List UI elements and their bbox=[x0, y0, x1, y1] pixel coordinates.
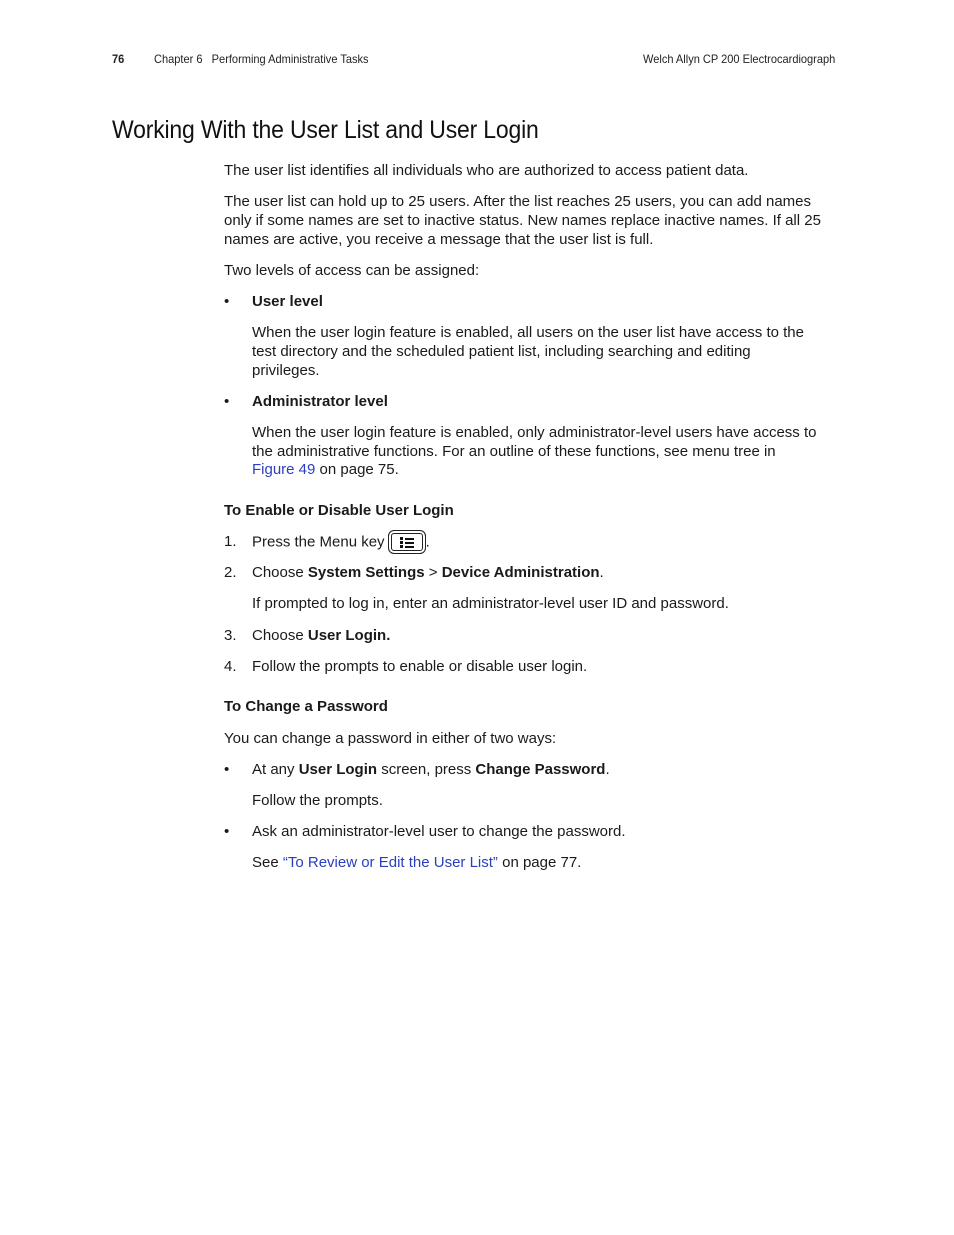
change-password-option-2: Ask an administrator-level user to change the password. bbox=[252, 823, 626, 840]
step-1-text: Press the Menu key bbox=[252, 533, 385, 551]
step-2-pre: Choose bbox=[252, 564, 308, 581]
option-1-period: . bbox=[605, 761, 610, 778]
admin-level-desc-suffix: on page 75. bbox=[315, 461, 399, 478]
admin-level-desc-line-2: the administrative functions. For an outline of these functions, see menu tree in bbox=[252, 443, 776, 460]
step-2-separator: > bbox=[424, 564, 442, 581]
step-1-period: . bbox=[425, 533, 430, 551]
change-password-term: Change Password bbox=[475, 761, 606, 778]
intro-paragraph-2-line-3: names are active, you receive a message that the user list is full. bbox=[224, 231, 654, 248]
bullet: • bbox=[224, 761, 230, 778]
admin-level-desc-line-3 bbox=[252, 460, 399, 479]
bullet: • bbox=[224, 823, 230, 840]
step-number: 4. bbox=[224, 658, 237, 675]
step-number: 3. bbox=[224, 627, 237, 644]
page-number: 76 bbox=[112, 52, 125, 66]
option-1-note: Follow the prompts. bbox=[252, 792, 383, 809]
step-3 bbox=[252, 626, 390, 645]
step-2 bbox=[252, 563, 604, 582]
option-2-note-pre: See bbox=[252, 854, 283, 871]
option-1-mid: screen, press bbox=[377, 761, 476, 778]
menu-list-key-icon bbox=[388, 530, 426, 554]
change-password-intro: You can change a password in either of two ways: bbox=[224, 730, 557, 747]
step-2-period: . bbox=[599, 564, 604, 581]
admin-level-title: Administrator level bbox=[252, 393, 388, 410]
step-3-pre: Choose bbox=[252, 627, 308, 644]
user-level-desc-line-3: privileges. bbox=[252, 362, 320, 379]
admin-level-desc-line-1: When the user login feature is enabled, only administrator-level users have access to bbox=[252, 424, 817, 441]
step-1 bbox=[252, 529, 430, 555]
user-login-term: User Login bbox=[298, 761, 378, 778]
option-1-pre: At any bbox=[252, 761, 299, 778]
step-2-note: If prompted to log in, enter an administrator-level user ID and password. bbox=[252, 595, 729, 612]
step-number: 1. bbox=[224, 533, 237, 550]
intro-paragraph-3: Two levels of access can be assigned: bbox=[224, 262, 480, 279]
figure-49-link[interactable]: Figure 49 bbox=[252, 461, 316, 478]
step-number: 2. bbox=[224, 564, 237, 581]
review-user-list-link[interactable]: “To Review or Edit the User List” bbox=[282, 854, 498, 871]
system-settings-term: System Settings bbox=[307, 564, 425, 581]
option-2-note-post: on page 77. bbox=[497, 854, 582, 871]
device-administration-term: Device Administration bbox=[441, 564, 600, 581]
user-login-term: User Login. bbox=[307, 627, 391, 644]
change-password-option-1 bbox=[252, 760, 610, 779]
step-4: Follow the prompts to enable or disable user login. bbox=[252, 658, 588, 675]
chapter-title: Chapter 6 Performing Administrative Tasks bbox=[154, 52, 369, 66]
user-level-desc-line-1: When the user login feature is enabled, all users on the user list have access to the bbox=[252, 324, 804, 341]
option-2-note bbox=[252, 853, 581, 872]
change-password-heading: To Change a Password bbox=[224, 698, 388, 715]
user-level-title: User level bbox=[252, 293, 323, 310]
user-level-desc-line-2: test directory and the scheduled patient list, including searching and editing bbox=[252, 343, 751, 360]
intro-paragraph-2-line-1: The user list can hold up to 25 users. After the list reaches 25 users, you can add names bbox=[224, 193, 811, 210]
bullet: • bbox=[224, 393, 230, 410]
section-title: Working With the User List and User Login bbox=[112, 116, 539, 144]
enable-login-heading: To Enable or Disable User Login bbox=[224, 502, 454, 519]
intro-paragraph-1: The user list identifies all individuals who are authorized to access patient data. bbox=[224, 162, 749, 179]
intro-paragraph-2-line-2: only if some names are set to inactive status. New names replace inactive names. If all 25 bbox=[224, 212, 821, 229]
bullet: • bbox=[224, 293, 230, 310]
book-title: Welch Allyn CP 200 Electrocardiograph bbox=[643, 52, 836, 66]
